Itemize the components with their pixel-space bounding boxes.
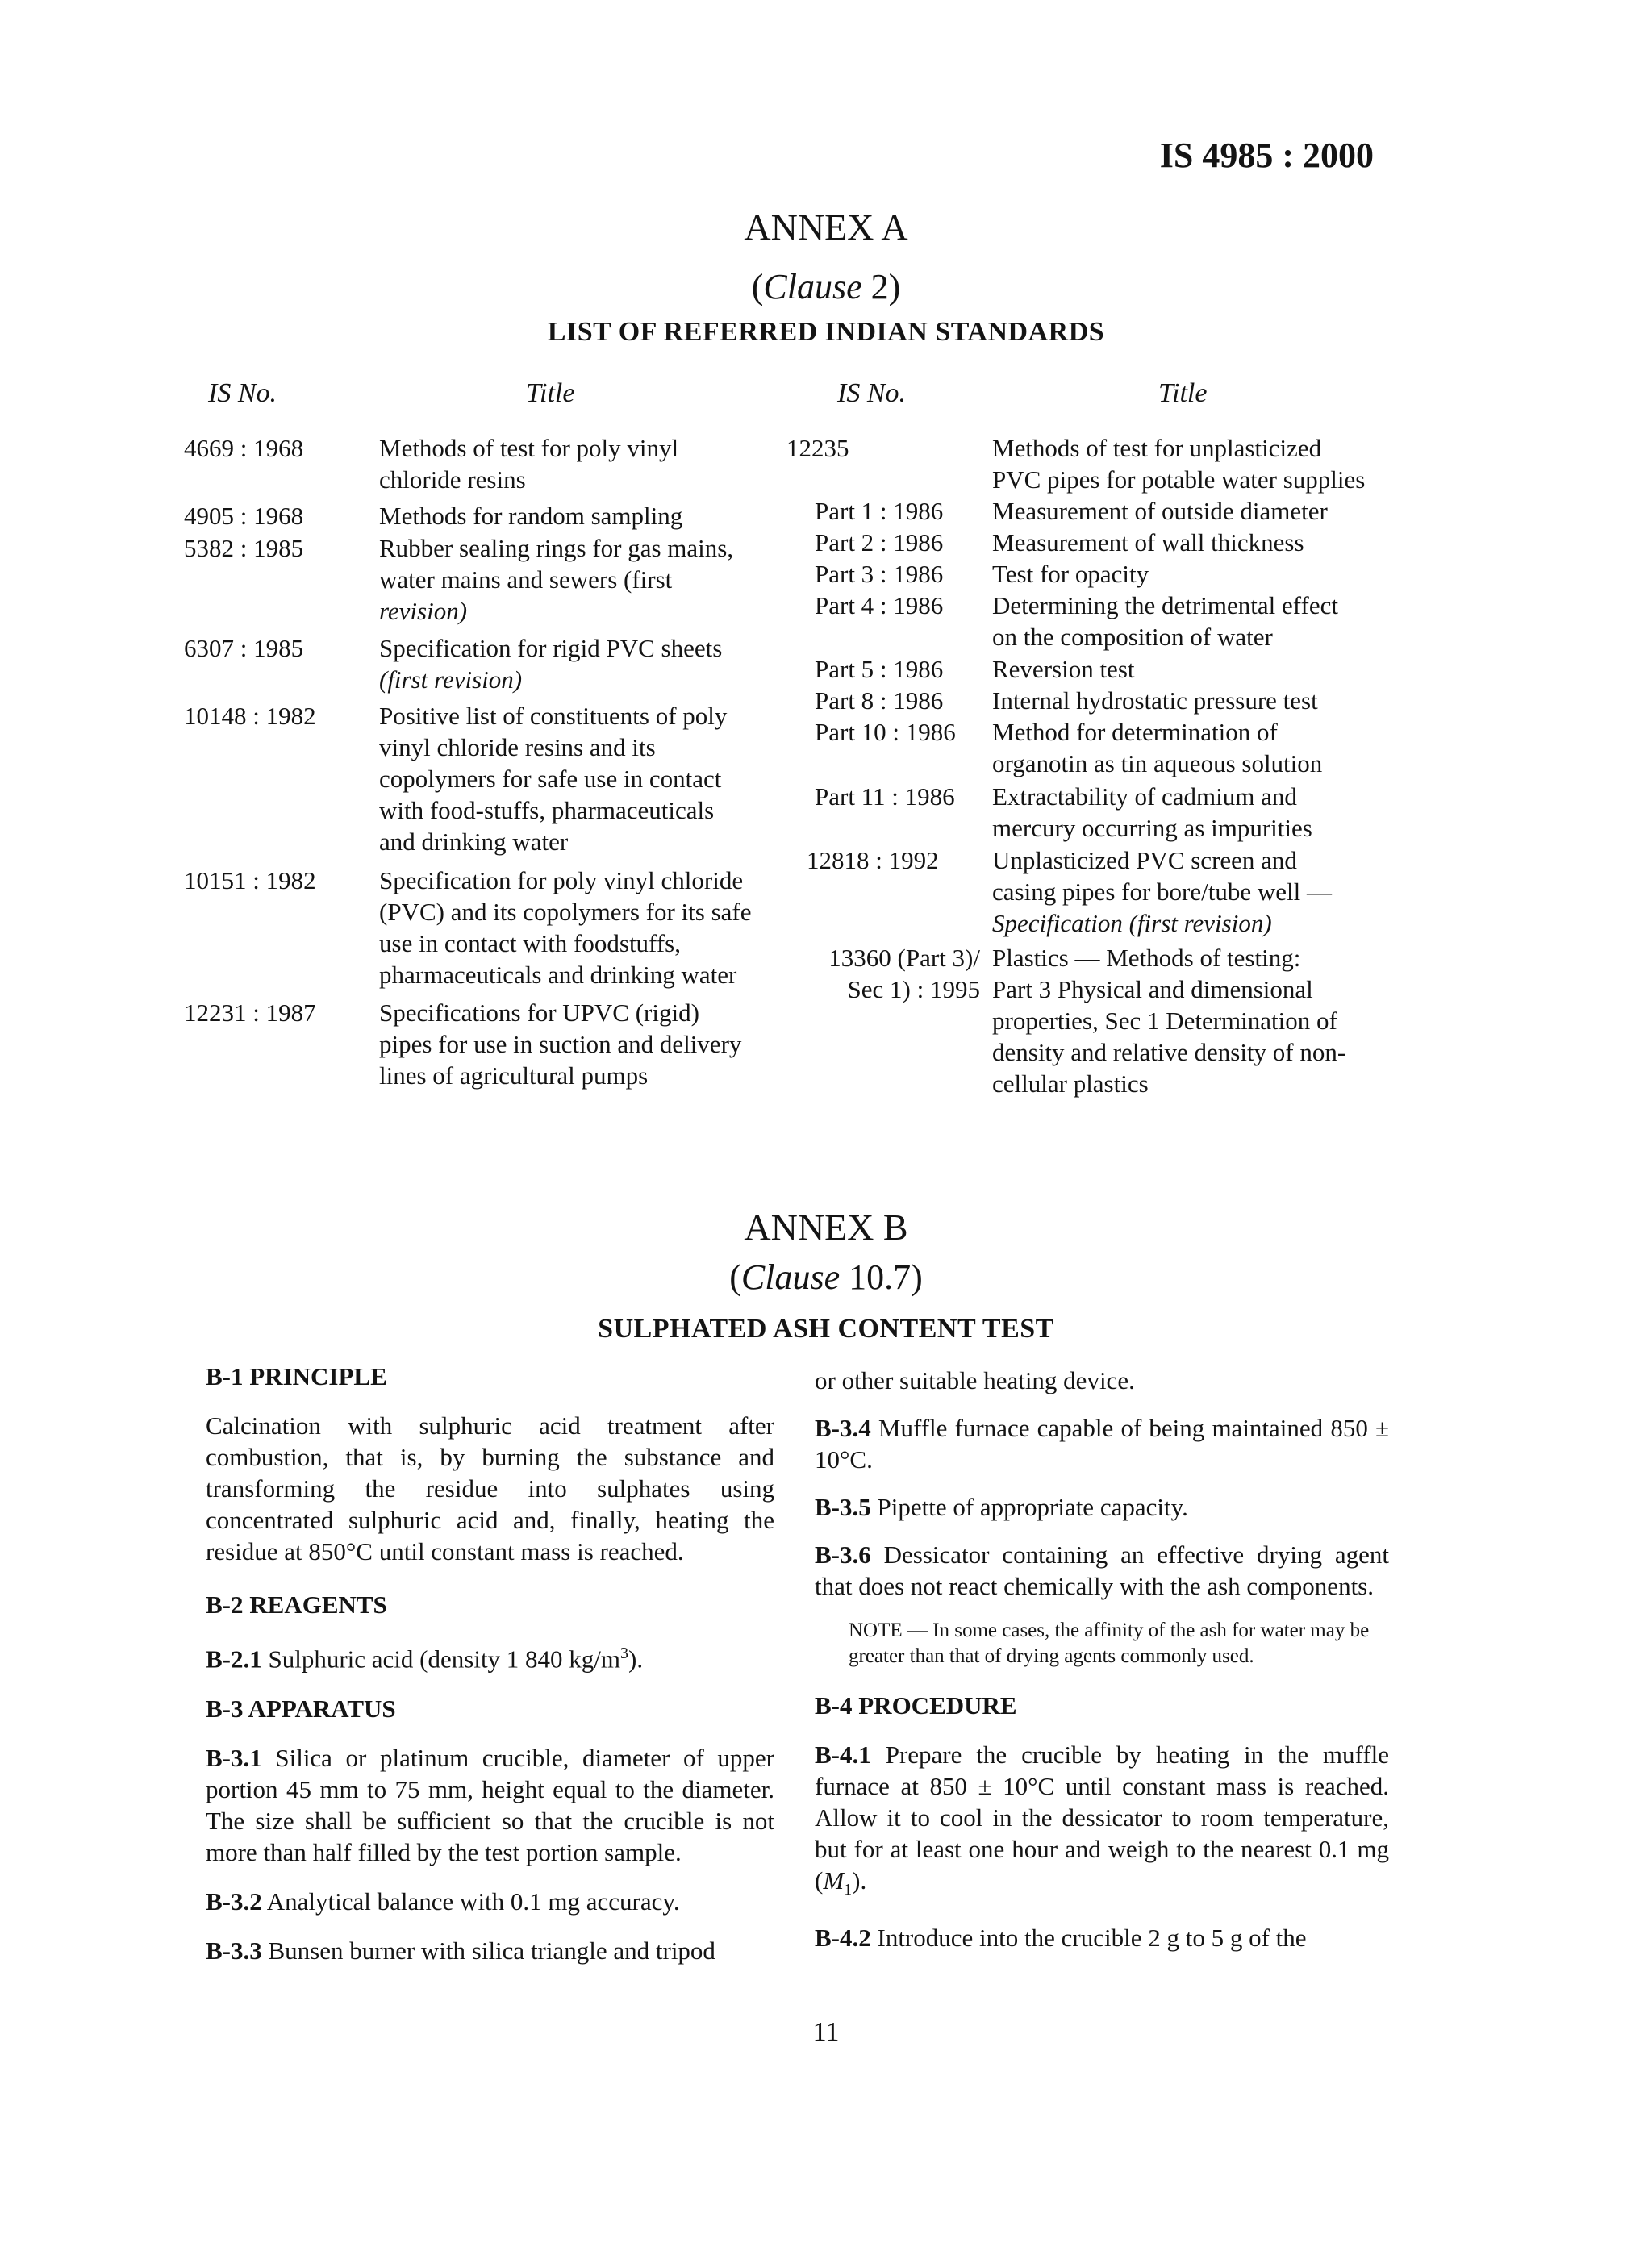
annex-b-title: ANNEX B [744,1207,908,1248]
b34-text: B-3.4 Muffle furnace capable of being maintained 850 ± 10°C. [815,1414,1389,1474]
std-title-12235-part11: Extractability of cadmium and mercury occurring as impurities [992,782,1312,842]
standard-number: IS 4985 : 2000 [1159,135,1374,175]
b1-text: Calcination with sulphuric acid treatment after combustion, that is, by burning the substance and transforming the residue into sulphates using concentrated sulphuric acid and, finally, heating the residue at 850°C until constant mass is reached. [206,1411,774,1565]
note: NOTE — In some cases, the affinity of the ash for water may be greater than that of drying agents commonly used. [849,1620,1370,1667]
std-no-12235-part1: Part 1 : 1986 [815,497,944,525]
col-head-title-left: Title [526,378,575,408]
annex-b-left-column [206,1361,774,1966]
b31-text: B-3.1 Silica or platinum crucible, diameter of upper portion 45 mm to 75 mm, height equal to the diameter. The size shall be sufficient so that the crucible is not more than half filled by the test portion sample. [206,1744,774,1867]
std-no-10148: 10148 : 1982 [184,702,316,730]
std-no-12231: 12231 : 1987 [184,998,316,1027]
b21-text: B-2.1 Sulphuric acid (density 1 840 $kg/m^3$). [206,1645,644,1674]
col-head-is-no-left: IS No. [208,378,277,408]
std-title-12235-part8: Internal hydrostatic pressure test [992,686,1318,715]
std-title-10148: Positive list of constituents of poly vinyl chloride resins and its copolymers for safe use in contact with food-stuffs, pharmaceuticals and drinking water [379,702,728,856]
std-no-12235-part5: Part 5 : 1986 [815,655,944,683]
std-title-12235-part10: Method for determination of organotin as tin aqueous solution [992,718,1323,777]
col-head-title-right: Title [1158,378,1208,408]
std-title-12235: Methods of test for unplasticized PVC pipes for potable water supplies [992,434,1366,494]
annex-b-heading: SULPHATED ASH CONTENT TEST [598,1314,1054,1344]
std-no-6307: 6307 : 1985 [184,634,304,662]
std-title-12231: Specifications for UPVC (rigid) pipes for use in suction and delivery lines of agricultural pumps [379,998,742,1090]
std-no-12235-part3: Part 3 : 1986 [815,560,944,588]
std-title-12235-part4: Determining the detrimental effect on the composition of water [992,591,1338,651]
std-title-4905: Methods for random sampling [379,502,683,530]
annex-b-clause: (Clause 10.7) [729,1257,923,1297]
std-no-12235-part8: Part 8 : 1986 [815,686,944,715]
b1-heading: B-1 PRINCIPLE [206,1362,387,1390]
b33-continued: or other suitable heating device. [815,1366,1135,1394]
std-no-12235-part10: Part 10 : 1986 [815,718,956,746]
b32-text: B-3.2 Analytical balance with 0.1 mg accuracy. [206,1887,680,1916]
std-no-12235-part2: Part 2 : 1986 [815,528,944,557]
b35-text: B-3.5 Pipette of appropriate capacity. [815,1493,1188,1521]
std-no-12235-part11: Part 11 : 1986 [815,782,955,811]
annex-a-title: ANNEX A [744,206,908,248]
std-title-12235-part1: Measurement of outside diameter [992,497,1328,525]
std-no-4905: 4905 : 1968 [184,502,304,530]
std-no-12235-part4: Part 4 : 1986 [815,591,944,619]
b41-text: B-4.1 Prepare the crucible by heating in the muffle furnace at 850 ± 10°C until constant mass is reached. Allow it to cool in the dessicator to room temperature, but for at least one hour and weigh to the nearest 0.1 mg $(M_1)$. [815,1740,1389,1899]
std-no-13360: 13360 (Part 3)/ Sec 1) : 1995 [828,944,980,1003]
std-no-10151: 10151 : 1982 [184,866,316,894]
std-no-5382: 5382 : 1985 [184,534,304,562]
std-no-4669: 4669 : 1968 [184,434,304,462]
std-no-12818: 12818 : 1992 [807,846,939,874]
annex-a-clause: (Clause 2) [751,267,901,306]
annex-b-right-column [815,1365,1389,1953]
b4-heading: B-4 PROCEDURE [815,1691,1017,1720]
std-title-5382: Rubber sealing rings for gas mains, water mains and sewers (first revision) [379,534,734,625]
std-title-12818: Unplasticized PVC screen and casing pipes for bore/tube well — Specification (first revision) [992,846,1332,937]
col-head-is-no-right: IS No. [837,378,906,408]
b2-heading: B-2 REAGENTS [206,1590,387,1619]
page-number: 11 [812,2017,840,2047]
std-title-6307: Specification for rigid PVC sheets (first revision) [379,634,723,694]
b36-text: B-3.6 Dessicator containing an effective drying agent that does not react chemically with the ash components. [815,1540,1389,1600]
std-title-12235-part5: Reversion test [992,655,1135,683]
b33-text: B-3.3 Bunsen burner with silica triangle and tripod [206,1936,715,1966]
std-title-12235-part3: Test for opacity [992,560,1149,588]
std-title-10151: Specification for poly vinyl chloride (PVC) and its copolymers for its safe use in contact with foodstuffs, pharmaceuticals and drinking water [379,866,752,989]
std-no-12235: 12235 [786,434,849,462]
b3-heading: B-3 APPARATUS [206,1695,396,1724]
b42-text: B-4.2 Introduce into the crucible 2 g to 5 g of the [815,1924,1307,1953]
annex-a-heading: LIST OF REFERRED INDIAN STANDARDS [547,317,1105,347]
std-title-13360: Plastics — Methods of testing: Part 3 Physical and dimensional properties, Sec 1 Determination of density and relative density of non- cellular plastics [992,944,1346,1098]
std-title-12235-part2: Measurement of wall thickness [992,528,1304,557]
std-title-4669: Methods of test for poly vinyl chloride resins [379,434,679,494]
